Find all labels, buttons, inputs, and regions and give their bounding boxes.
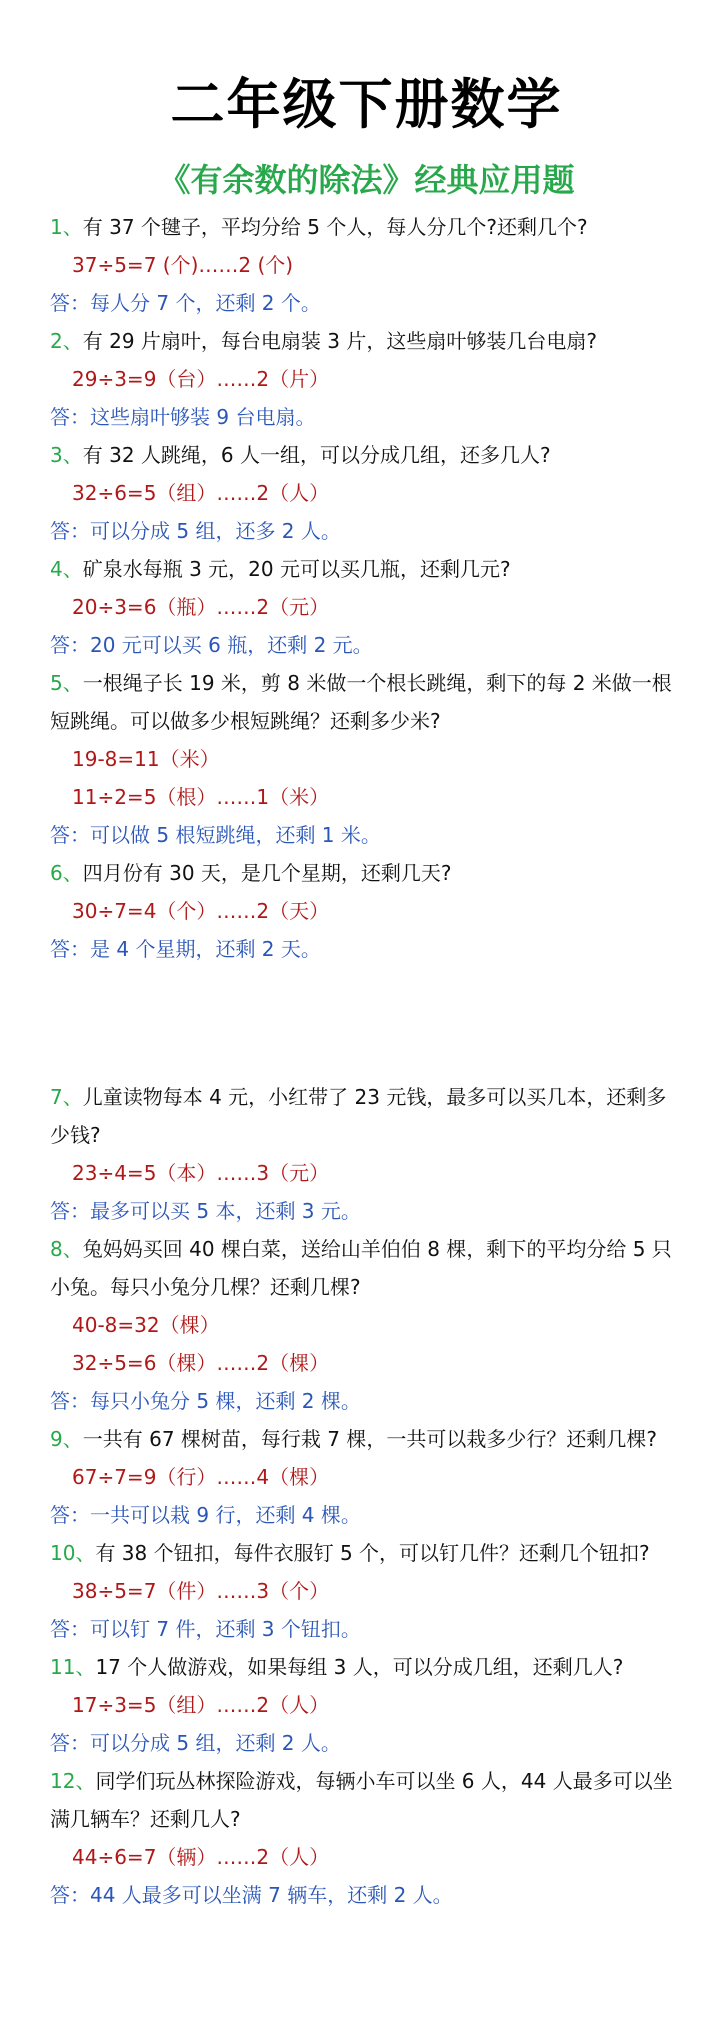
problem-calculation: 40-8=32（棵）: [72, 1313, 220, 1337]
problem-calculation: 32÷5=6（棵）……2（棵）: [72, 1351, 330, 1375]
problem-question-text: 有 29 片扇叶，每台电扇装 3 片，这些扇叶够装几台电扇?: [82, 329, 597, 353]
problem-question: [50, 1762, 683, 1838]
problem-calculation: 30÷7=4（个）……2（天）: [72, 899, 330, 923]
page-subtitle: 《有余数的除法》经典应用题: [158, 161, 575, 199]
problem-item: [50, 208, 683, 322]
problem-calculation: 38÷5=7（件）……3（个）: [72, 1579, 330, 1603]
problem-number: 2、: [50, 329, 83, 353]
problem-question-text: 矿泉水每瓶 3 元，20 元可以买几瓶，还剩几元?: [82, 557, 511, 581]
problem-number: 10、: [50, 1541, 96, 1565]
problem-calculation: 44÷6=7（辆）……2（人）: [72, 1845, 330, 1869]
problem-item: [50, 436, 683, 550]
problem-question: [50, 322, 683, 360]
problem-question-text: 四月份有 30 天，是几个星期，还剩几天?: [82, 861, 452, 885]
problem-question-text: 一共有 67 棵树苗，每行栽 7 棵，一共可以栽多少行？还剩几棵?: [82, 1427, 657, 1451]
problem-question: [50, 208, 683, 246]
problem-question-text: 有 38 个钮扣，每件衣服钉 5 个，可以钉几件？还剩几个钮扣?: [95, 1541, 650, 1565]
problem-item: [50, 550, 683, 664]
problem-question: [50, 1230, 683, 1306]
problem-item: [50, 1762, 683, 1914]
problem-question-text: 一根绳子长 19 米，剪 8 米做一个根长跳绳，剩下的每 2 米做一根短跳绳。可以做多少根短跳绳？还剩多少米?: [50, 671, 672, 733]
problem-calculation: 11÷2=5（根）……1（米）: [72, 785, 330, 809]
problem-number: 9、: [50, 1427, 83, 1451]
problem-question-text: 有 37 个毽子，平均分给 5 个人，每人分几个?还剩几个?: [82, 215, 588, 239]
problem-list-part-2: [50, 1078, 683, 1914]
problem-question: [50, 1078, 683, 1154]
problem-item: [50, 854, 683, 968]
problem-calculation: 32÷6=5（组）……2（人）: [72, 481, 330, 505]
problem-question: [50, 550, 683, 588]
problem-answer: 答：这些扇叶够装 9 台电扇。: [50, 405, 316, 429]
problem-answer: 答：是 4 个星期，还剩 2 天。: [50, 937, 321, 961]
page-title: 二年级下册数学: [170, 73, 563, 136]
problem-question: [50, 664, 683, 740]
problem-calculation: 23÷4=5（本）……3（元）: [72, 1161, 330, 1185]
problem-calculation: 67÷7=9（行）……4（棵）: [72, 1465, 330, 1489]
problem-question: [50, 1648, 683, 1686]
section-spacer: [50, 968, 683, 1078]
problem-calculation: 37÷5=7 (个)……2 (个): [72, 253, 294, 277]
problem-calculation: 29÷3=9（台）……2（片）: [72, 367, 330, 391]
problem-item: [50, 322, 683, 436]
problem-item: [50, 1420, 683, 1534]
problem-calculation: 17÷3=5（组）……2（人）: [72, 1693, 330, 1717]
problem-number: 3、: [50, 443, 83, 467]
problem-answer: 答：每人分 7 个，还剩 2 个。: [50, 291, 321, 315]
problem-question-text: 兔妈妈买回 40 棵白菜，送给山羊伯伯 8 棵，剩下的平均分给 5 只小兔。每只小兔分几棵？还剩几棵?: [50, 1237, 672, 1299]
problem-question-text: 有 32 人跳绳，6 人一组，可以分成几组，还多几人?: [82, 443, 551, 467]
problem-item: [50, 1648, 683, 1762]
problem-calculation: 20÷3=6（瓶）……2（元）: [72, 595, 330, 619]
problem-answer: 答：可以分成 5 组，还多 2 人。: [50, 519, 341, 543]
problem-item: [50, 1230, 683, 1420]
problem-answer: 答：每只小兔分 5 棵，还剩 2 棵。: [50, 1389, 361, 1413]
problem-number: 4、: [50, 557, 83, 581]
problem-answer: 答：20 元可以买 6 瓶，还剩 2 元。: [50, 633, 373, 657]
problem-question: [50, 1534, 683, 1572]
problem-question: [50, 854, 683, 892]
problem-question-text: 同学们玩丛林探险游戏，每辆小车可以坐 6 人，44 人最多可以坐满几辆车？还剩几人?: [50, 1769, 673, 1831]
problem-number: 7、: [50, 1085, 83, 1109]
problem-number: 6、: [50, 861, 83, 885]
problem-item: [50, 664, 683, 854]
problem-number: 12、: [50, 1769, 96, 1793]
problem-list-part-1: [50, 208, 683, 968]
problem-answer: 答：可以分成 5 组，还剩 2 人。: [50, 1731, 341, 1755]
problem-item: [50, 1078, 683, 1230]
problem-number: 5、: [50, 671, 83, 695]
problem-answer: 答：44 人最多可以坐满 7 辆车，还剩 2 人。: [50, 1883, 453, 1907]
problem-question: [50, 436, 683, 474]
problem-answer: 答：可以做 5 根短跳绳，还剩 1 米。: [50, 823, 381, 847]
problem-answer: 答：最多可以买 5 本，还剩 3 元。: [50, 1199, 361, 1223]
problem-answer: 答：可以钉 7 件，还剩 3 个钮扣。: [50, 1617, 361, 1641]
problem-answer: 答：一共可以栽 9 行，还剩 4 棵。: [50, 1503, 361, 1527]
problem-number: 1、: [50, 215, 83, 239]
problem-question-text: 17 个人做游戏，如果每组 3 人，可以分成几组，还剩几人?: [95, 1655, 624, 1679]
problem-question-text: 儿童读物每本 4 元，小红带了 23 元钱，最多可以买几本，还剩多少钱?: [50, 1085, 667, 1147]
problem-question: [50, 1420, 683, 1458]
problem-item: [50, 1534, 683, 1648]
problem-calculation: 19-8=11（米）: [72, 747, 220, 771]
problem-number: 8、: [50, 1237, 83, 1261]
problem-number: 11、: [50, 1655, 96, 1679]
